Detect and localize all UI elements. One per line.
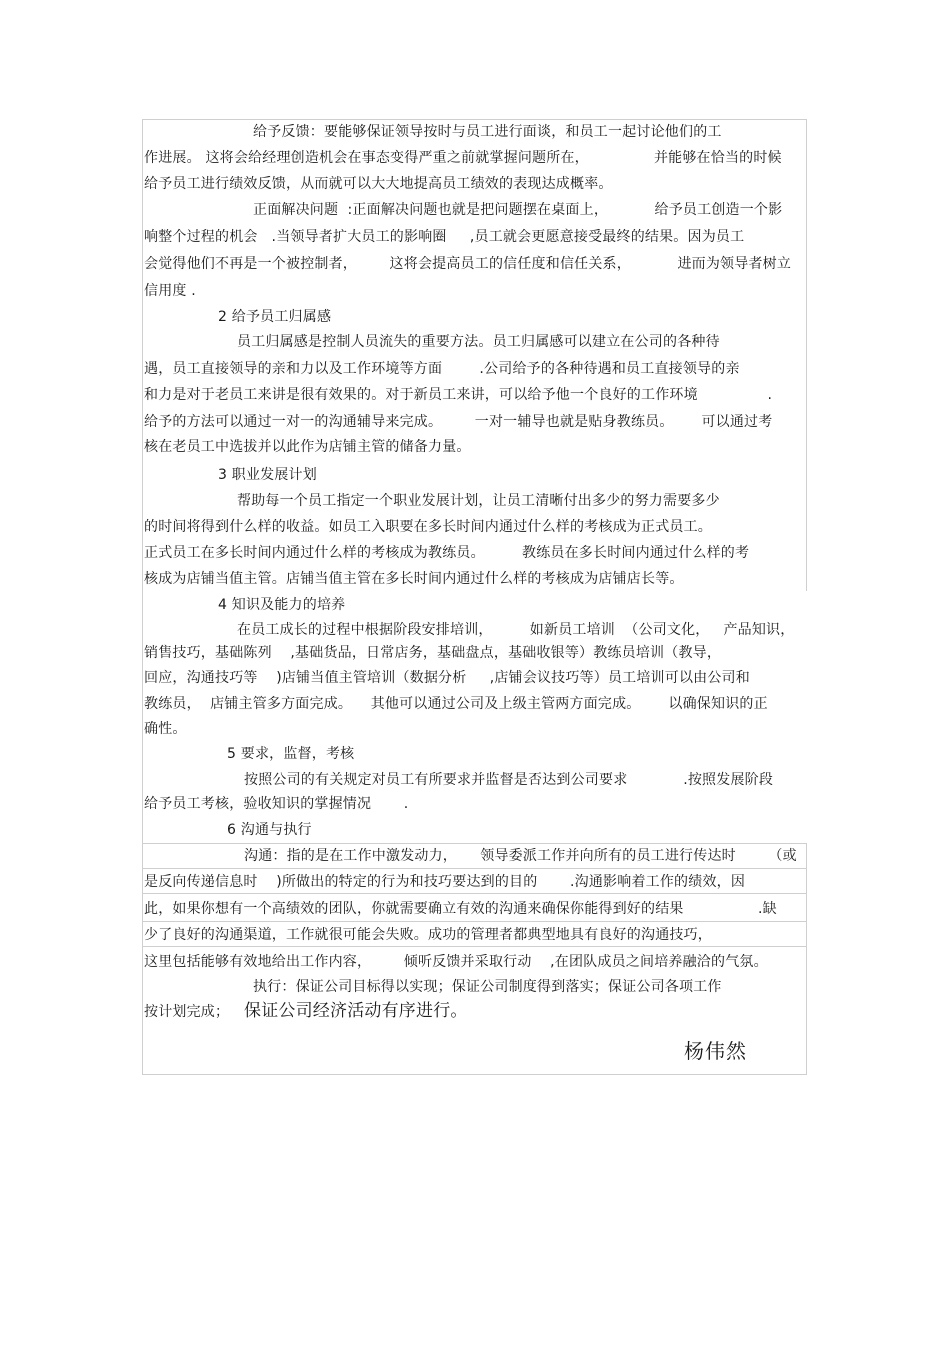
section-heading: 5 要求，监督，考核 — [227, 746, 355, 762]
text-line: 会觉得他们不再是一个被控制者， 这将会提高员工的信任度和信任关系， 进而为领导者树立 — [144, 256, 792, 272]
text-line: 执行：保证公司目标得以实现；保证公司制度得到落实；保证公司各项工作 — [253, 979, 722, 995]
text-line: 少了良好的沟通渠道，工作就很可能会失败。成功的管理者都典型地具有良好的沟通技巧， — [144, 927, 712, 943]
row-divider-1 — [142, 843, 807, 844]
text-line: 这里包括能够有效地给出工作内容， 倾听反馈并采取行动 ,在团队成员之间培养融洽的气氛。 — [144, 954, 768, 970]
section-heading: 3 职业发展计划 — [218, 467, 317, 483]
text-line-large: 保证公司经济活动有序进行。 — [244, 1001, 468, 1021]
text-line: 核在老员工中选拔并以此作为店铺主管的储备力量。 — [144, 439, 471, 455]
text-line: 销售技巧，基础陈列 ,基础货品，日常店务，基础盘点，基础收银等）教练员培训（教导， — [144, 645, 722, 661]
row-divider-4 — [142, 921, 807, 922]
text-line: 和力是对于老员工来讲是很有效果的。对于新员工来讲，可以给予他一个良好的工作环境 . — [144, 387, 773, 403]
signature: 杨伟然 — [684, 1039, 747, 1063]
text-line: 给予员工进行绩效反馈，从而就可以大大地提高员工绩效的表现达成概率。 — [144, 176, 613, 192]
text-line: 遇，员工直接领导的亲和力以及工作环境等方面 .公司给予的各种待遇和员工直接领导的亲 — [144, 361, 740, 377]
frame-left — [142, 119, 143, 1074]
text-line: 员工归属感是控制人员流失的重要方法。员工归属感可以建立在公司的各种待 — [237, 334, 720, 350]
section-heading: 2 给予员工归属感 — [218, 309, 332, 325]
text-line: 正式员工在多长时间内通过什么样的考核成为教练员。 教练员在多长时间内通过什么样的考 — [144, 545, 750, 561]
text-line: 的时间将得到什么样的收益。如员工入职要在多长时间内通过什么样的考核成为正式员工。 — [144, 519, 712, 535]
text-line: 是反向传递信息时 )所做出的特定的行为和技巧要达到的目的 .沟通影响着工作的绩效，因 — [144, 874, 746, 890]
text-line: 沟通：指的是在工作中激发动力， 领导委派工作并向所有的员工进行传达时 （或 — [244, 848, 797, 864]
text-line: 给予员工考核，验收知识的掌握情况 . — [144, 796, 409, 812]
text-line: 此，如果你想有一个高绩效的团队，你就需要确立有效的沟通来确保你能得到好的结果 .缺 — [144, 901, 777, 917]
frame-right-upper — [806, 119, 807, 591]
row-divider-2 — [142, 868, 807, 869]
text-line: 帮助每一个员工指定一个职业发展计划，让员工清晰付出多少的努力需要多少 — [237, 493, 720, 509]
text-line: 核成为店铺当值主管。店铺当值主管在多长时间内通过什么样的考核成为店铺店长等。 — [144, 571, 684, 587]
text-line: 回应，沟通技巧等 )店铺当值主管培训（数据分析 ,店铺会议技巧等）员工培训可以由公司和 — [144, 670, 750, 686]
frame-top — [142, 119, 807, 120]
text-line: 信用度 . — [144, 283, 196, 299]
text-line: 响整个过程的机会 .当领导者扩大员工的影响圈 ,员工就会更愿意接受最终的结果。因为员工 — [144, 229, 745, 245]
text-line: 确性。 — [144, 721, 187, 737]
text-line: 给予的方法可以通过一对一的沟通辅导来完成。 一对一辅导也就是贴身教练员。 可以通过考 — [144, 414, 773, 430]
text-line: 在员工成长的过程中根据阶段安排培训， 如新员工培训 （公司文化， 产品知识， — [237, 622, 795, 638]
text-line: 按计划完成； — [144, 1004, 230, 1020]
text-line: 正面解决问题 :正面解决问题也就是把问题摆在桌面上， 给予员工创造一个影 — [253, 202, 783, 218]
text-line: 按照公司的有关规定对员工有所要求并监督是否达到公司要求 .按照发展阶段 — [244, 772, 774, 788]
text-line: 教练员， 店铺主管多方面完成。 其他可以通过公司及上级主管两方面完成。 以确保知识的正 — [144, 696, 768, 712]
frame-right-lower — [806, 843, 807, 1074]
row-divider-5 — [142, 946, 807, 947]
row-divider-3 — [142, 893, 807, 894]
section-heading: 6 沟通与执行 — [227, 822, 312, 838]
text-line: 作进展。 这将会给经理创造机会在事态变得严重之前就掌握问题所在， 并能够在恰当的时候 — [144, 150, 782, 166]
section-heading: 4 知识及能力的培养 — [218, 597, 346, 613]
text-line: 给予反馈：要能够保证领导按时与员工进行面谈，和员工一起讨论他们的工 — [253, 124, 722, 140]
frame-bottom — [142, 1074, 807, 1075]
